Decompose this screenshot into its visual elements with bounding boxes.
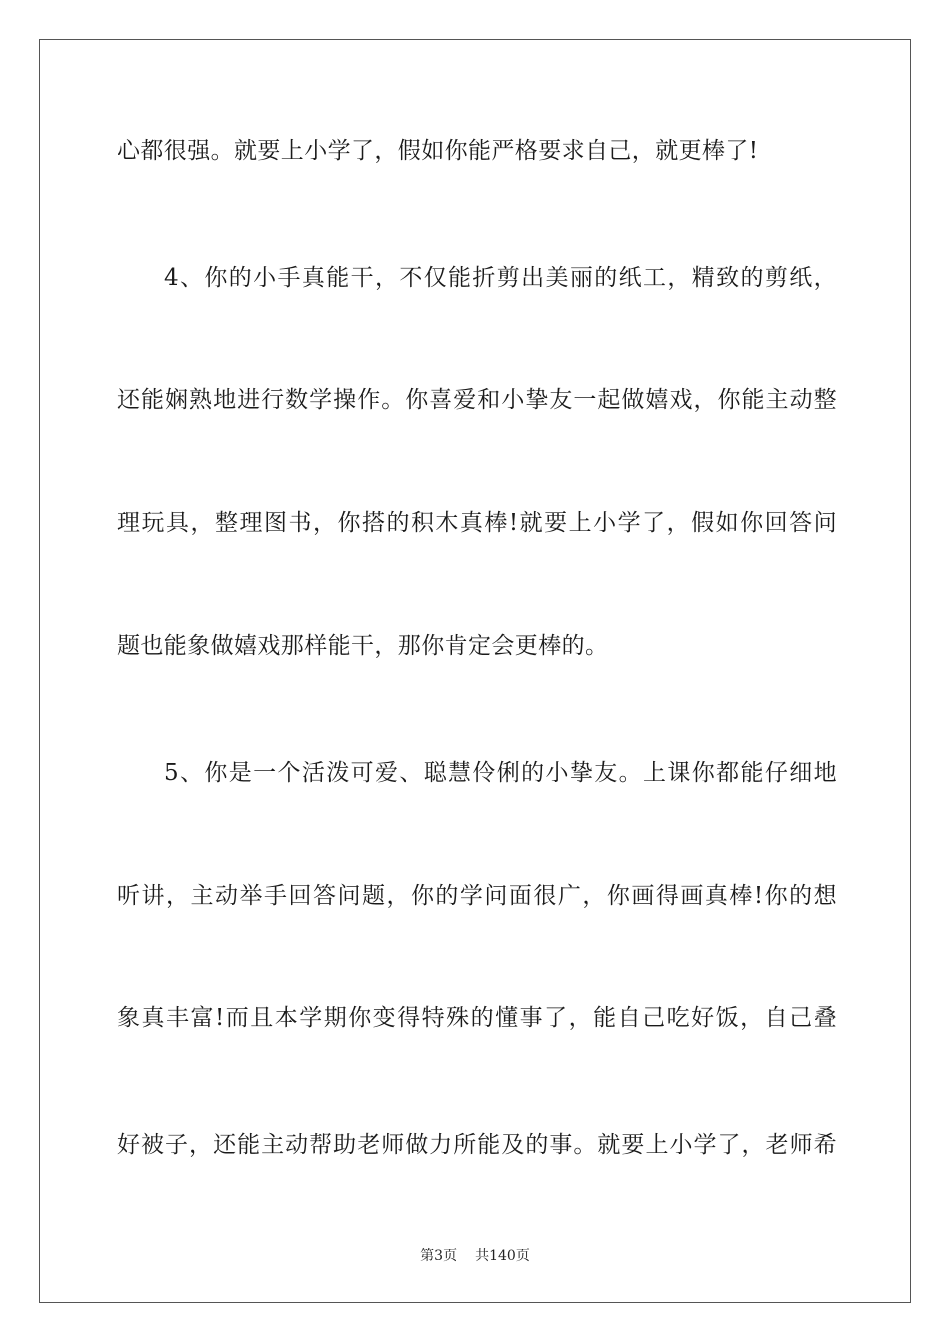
page-border [39, 39, 911, 1303]
paragraph-line: 听讲，主动举手回答问题，你的学问面很广，你画得画真棒!你的想 [117, 883, 837, 909]
paragraph-line: 还能娴熟地进行数学操作。你喜爱和小挚友一起做嬉戏，你能主动整 [117, 387, 837, 413]
page-number: 第3页 [420, 1248, 458, 1264]
paragraph-line: 4、你的小手真能干，不仅能折剪出美丽的纸工，精致的剪纸， [164, 265, 837, 291]
page-footer [0, 1247, 950, 1265]
paragraph-line: 好被子，还能主动帮助老师做力所能及的事。就要上小学了，老师希 [117, 1132, 837, 1158]
paragraph-line: 象真丰富!而且本学期你变得特殊的懂事了，能自己吃好饭，自己叠 [117, 1005, 837, 1031]
paragraph-line: 心都很强。就要上小学了，假如你能严格要求自己，就更棒了! [117, 138, 759, 164]
paragraph-line: 题也能象做嬉戏那样能干，那你肯定会更棒的。 [117, 633, 609, 659]
paragraph-line: 5、你是一个活泼可爱、聪慧伶俐的小挚友。上课你都能仔细地 [164, 760, 837, 786]
page-total: 共140页 [475, 1248, 530, 1264]
paragraph-line: 理玩具，整理图书，你搭的积木真棒!就要上小学了，假如你回答问 [117, 510, 837, 536]
